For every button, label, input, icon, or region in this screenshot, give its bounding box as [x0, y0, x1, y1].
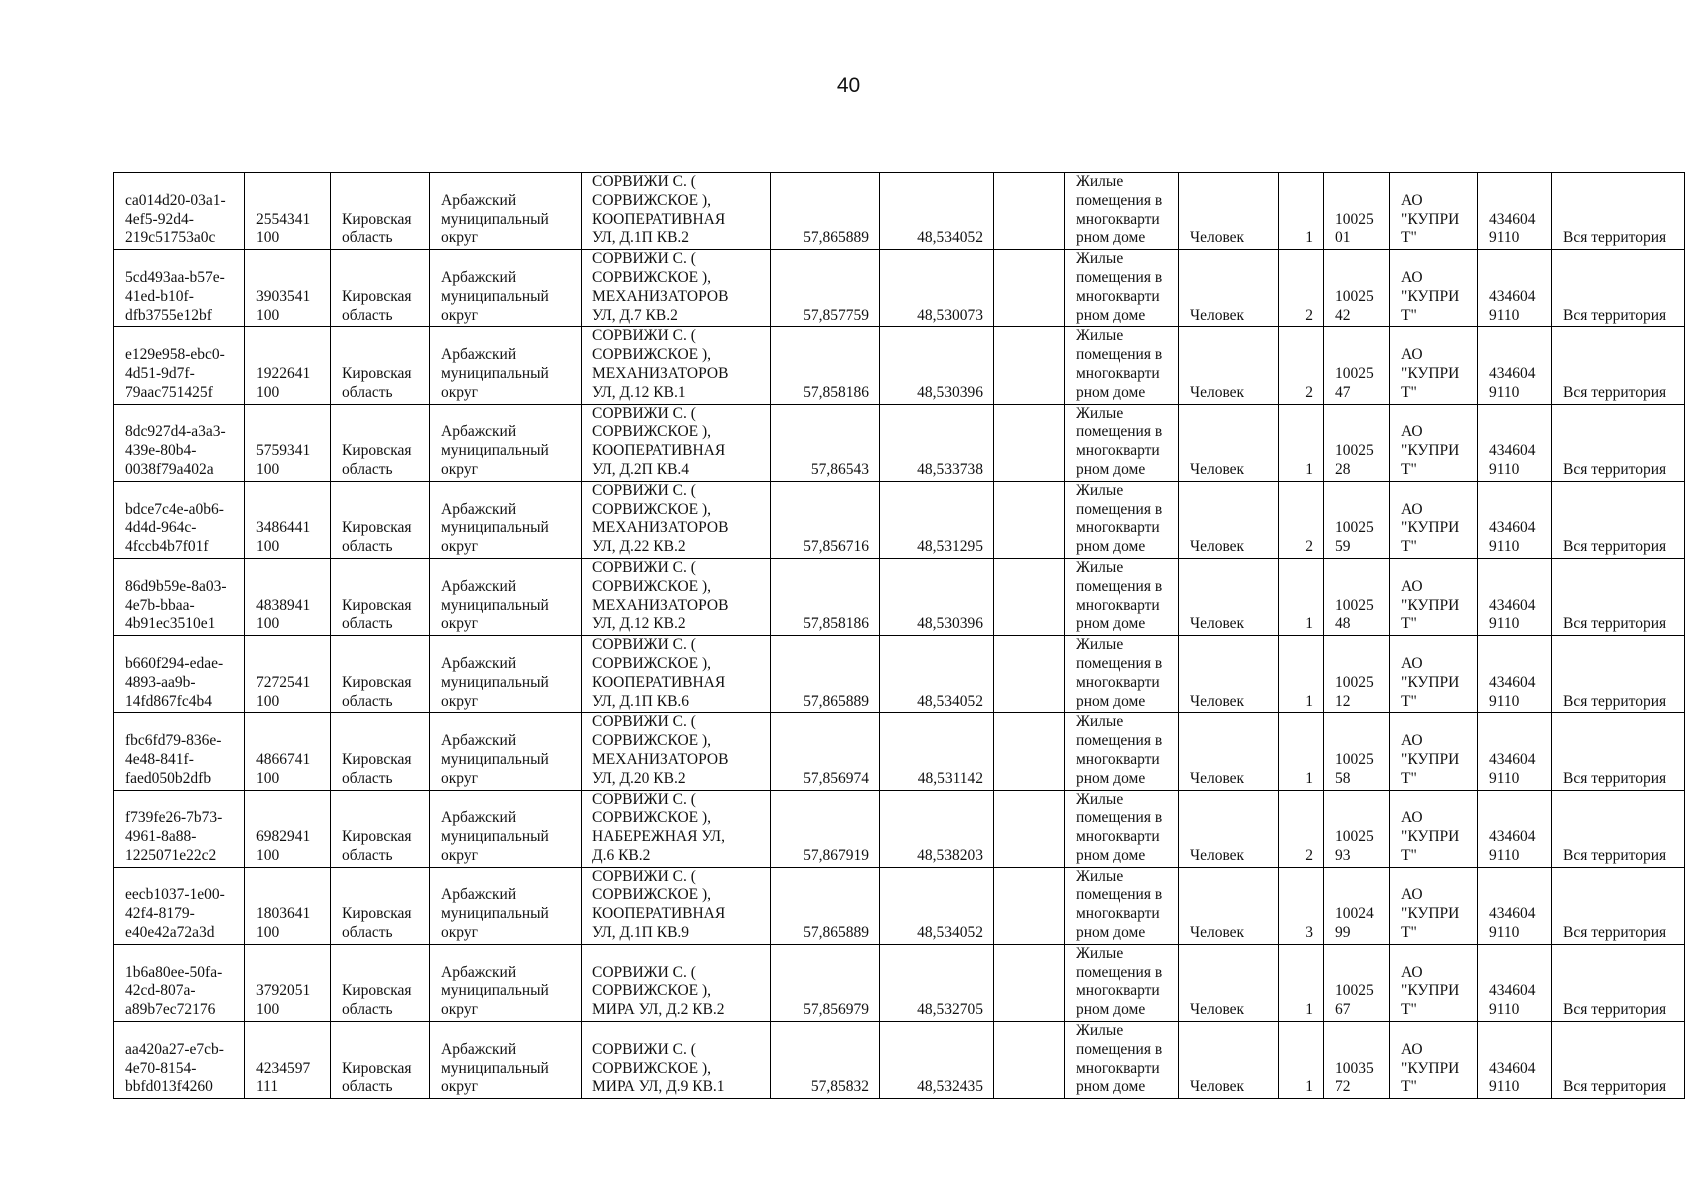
inn-cell: 434604 9110: [1478, 250, 1552, 327]
latitude-cell: 57,867919: [771, 790, 880, 867]
quantity-cell: 1: [1279, 173, 1324, 250]
organization-cell: АО "КУПРИ Т": [1390, 867, 1478, 944]
table-row: [114, 481, 1685, 558]
record-id-cell: f739fe26-7b73- 4961-8a88- 1225071e22c2: [114, 790, 245, 867]
region-cell: Кировская область: [331, 173, 430, 250]
territory-cell: Вся территория: [1552, 173, 1685, 250]
longitude-cell: 48,534052: [880, 636, 994, 713]
empty-cell: [994, 867, 1065, 944]
region-cell: Кировская область: [331, 558, 430, 635]
address-cell: СОРВИЖИ С. ( СОРВИЖСКОЕ ), КООПЕРАТИВНАЯ УЛ, Д.1П КВ.6: [582, 636, 771, 713]
district-cell: Арбажский муниципальный округ: [430, 636, 582, 713]
organization-cell: АО "КУПРИ Т": [1390, 713, 1478, 790]
empty-cell: [994, 327, 1065, 404]
reference-cell: 10025 48: [1324, 558, 1390, 635]
quantity-cell: 2: [1279, 250, 1324, 327]
territory-cell: Вся территория: [1552, 713, 1685, 790]
region-cell: Кировская область: [331, 1022, 430, 1099]
empty-cell: [994, 713, 1065, 790]
empty-cell: [994, 636, 1065, 713]
territory-cell: Вся территория: [1552, 404, 1685, 481]
empty-cell: [994, 173, 1065, 250]
unit-cell: Человек: [1179, 404, 1279, 481]
reference-cell: 10024 99: [1324, 867, 1390, 944]
territory-cell: Вся территория: [1552, 867, 1685, 944]
inn-cell: 434604 9110: [1478, 173, 1552, 250]
premises-type-cell: Жилые помещения в многокварти рном доме: [1065, 636, 1179, 713]
quantity-cell: 2: [1279, 481, 1324, 558]
table-row: [114, 867, 1685, 944]
empty-cell: [994, 558, 1065, 635]
inn-cell: 434604 9110: [1478, 790, 1552, 867]
unit-cell: Человек: [1179, 867, 1279, 944]
inn-cell: 434604 9110: [1478, 713, 1552, 790]
premises-type-cell: Жилые помещения в многокварти рном доме: [1065, 944, 1179, 1021]
region-cell: Кировская область: [331, 636, 430, 713]
record-id-cell: aa420a27-e7cb- 4e70-8154- bbfd013f4260: [114, 1022, 245, 1099]
district-cell: Арбажский муниципальный округ: [430, 867, 582, 944]
premises-type-cell: Жилые помещения в многокварти рном доме: [1065, 558, 1179, 635]
quantity-cell: 2: [1279, 790, 1324, 867]
quantity-cell: 1: [1279, 713, 1324, 790]
reference-cell: 10025 93: [1324, 790, 1390, 867]
territory-cell: Вся территория: [1552, 250, 1685, 327]
address-cell: СОРВИЖИ С. ( СОРВИЖСКОЕ ), МЕХАНИЗАТОРОВ УЛ, Д.22 КВ.2: [582, 481, 771, 558]
address-cell: СОРВИЖИ С. ( СОРВИЖСКОЕ ), МЕХАНИЗАТОРОВ УЛ, Д.20 КВ.2: [582, 713, 771, 790]
latitude-cell: 57,856716: [771, 481, 880, 558]
quantity-cell: 1: [1279, 944, 1324, 1021]
unit-cell: Человек: [1179, 1022, 1279, 1099]
organization-cell: АО "КУПРИ Т": [1390, 558, 1478, 635]
latitude-cell: 57,86543: [771, 404, 880, 481]
address-cell: СОРВИЖИ С. ( СОРВИЖСКОЕ ), МИРА УЛ, Д.2 КВ.2: [582, 944, 771, 1021]
reference-cell: 10025 28: [1324, 404, 1390, 481]
district-cell: Арбажский муниципальный округ: [430, 173, 582, 250]
inn-cell: 434604 9110: [1478, 944, 1552, 1021]
address-cell: СОРВИЖИ С. ( СОРВИЖСКОЕ ), МЕХАНИЗАТОРОВ УЛ, Д.12 КВ.2: [582, 558, 771, 635]
longitude-cell: 48,530396: [880, 558, 994, 635]
empty-cell: [994, 481, 1065, 558]
region-cell: Кировская область: [331, 713, 430, 790]
unit-cell: Человек: [1179, 944, 1279, 1021]
code-cell: 4234597 111: [245, 1022, 331, 1099]
unit-cell: Человек: [1179, 250, 1279, 327]
region-cell: Кировская область: [331, 250, 430, 327]
organization-cell: АО "КУПРИ Т": [1390, 327, 1478, 404]
longitude-cell: 48,534052: [880, 867, 994, 944]
quantity-cell: 1: [1279, 636, 1324, 713]
region-cell: Кировская область: [331, 404, 430, 481]
reference-cell: 10025 58: [1324, 713, 1390, 790]
quantity-cell: 3: [1279, 867, 1324, 944]
district-cell: Арбажский муниципальный округ: [430, 944, 582, 1021]
district-cell: Арбажский муниципальный округ: [430, 404, 582, 481]
latitude-cell: 57,858186: [771, 558, 880, 635]
inn-cell: 434604 9110: [1478, 867, 1552, 944]
record-id-cell: 5cd493aa-b57e- 41ed-b10f- dfb3755e12bf: [114, 250, 245, 327]
address-cell: СОРВИЖИ С. ( СОРВИЖСКОЕ ), МИРА УЛ, Д.9 КВ.1: [582, 1022, 771, 1099]
territory-cell: Вся территория: [1552, 790, 1685, 867]
district-cell: Арбажский муниципальный округ: [430, 558, 582, 635]
unit-cell: Человек: [1179, 173, 1279, 250]
table-row: [114, 173, 1685, 250]
registry-table-body: [114, 173, 1685, 1099]
quantity-cell: 2: [1279, 327, 1324, 404]
table-row: [114, 1022, 1685, 1099]
territory-cell: Вся территория: [1552, 481, 1685, 558]
address-cell: СОРВИЖИ С. ( СОРВИЖСКОЕ ), КООПЕРАТИВНАЯ УЛ, Д.2П КВ.4: [582, 404, 771, 481]
address-cell: СОРВИЖИ С. ( СОРВИЖСКОЕ ), МЕХАНИЗАТОРОВ УЛ, Д.7 КВ.2: [582, 250, 771, 327]
territory-cell: Вся территория: [1552, 1022, 1685, 1099]
code-cell: 7272541 100: [245, 636, 331, 713]
latitude-cell: 57,857759: [771, 250, 880, 327]
organization-cell: АО "КУПРИ Т": [1390, 636, 1478, 713]
region-cell: Кировская область: [331, 867, 430, 944]
region-cell: Кировская область: [331, 790, 430, 867]
reference-cell: 10025 12: [1324, 636, 1390, 713]
longitude-cell: 48,532705: [880, 944, 994, 1021]
territory-cell: Вся территория: [1552, 636, 1685, 713]
organization-cell: АО "КУПРИ Т": [1390, 1022, 1478, 1099]
unit-cell: Человек: [1179, 790, 1279, 867]
address-cell: СОРВИЖИ С. ( СОРВИЖСКОЕ ), КООПЕРАТИВНАЯ УЛ, Д.1П КВ.2: [582, 173, 771, 250]
code-cell: 5759341 100: [245, 404, 331, 481]
reference-cell: 10025 47: [1324, 327, 1390, 404]
address-cell: СОРВИЖИ С. ( СОРВИЖСКОЕ ), КООПЕРАТИВНАЯ УЛ, Д.1П КВ.9: [582, 867, 771, 944]
inn-cell: 434604 9110: [1478, 1022, 1552, 1099]
reference-cell: 10035 72: [1324, 1022, 1390, 1099]
table-row: [114, 790, 1685, 867]
organization-cell: АО "КУПРИ Т": [1390, 250, 1478, 327]
latitude-cell: 57,865889: [771, 636, 880, 713]
record-id-cell: b660f294-edae- 4893-aa9b- 14fd867fc4b4: [114, 636, 245, 713]
organization-cell: АО "КУПРИ Т": [1390, 481, 1478, 558]
territory-cell: Вся территория: [1552, 558, 1685, 635]
district-cell: Арбажский муниципальный округ: [430, 713, 582, 790]
quantity-cell: 1: [1279, 1022, 1324, 1099]
record-id-cell: e129e958-ebc0- 4d51-9d7f- 79aac751425f: [114, 327, 245, 404]
district-cell: Арбажский муниципальный округ: [430, 790, 582, 867]
district-cell: Арбажский муниципальный округ: [430, 1022, 582, 1099]
premises-type-cell: Жилые помещения в многокварти рном доме: [1065, 790, 1179, 867]
record-id-cell: bdce7c4e-a0b6- 4d4d-964c- 4fccb4b7f01f: [114, 481, 245, 558]
reference-cell: 10025 59: [1324, 481, 1390, 558]
code-cell: 3486441 100: [245, 481, 331, 558]
record-id-cell: eecb1037-1e00- 42f4-8179- e40e42a72a3d: [114, 867, 245, 944]
inn-cell: 434604 9110: [1478, 327, 1552, 404]
code-cell: 4866741 100: [245, 713, 331, 790]
registry-table: [113, 172, 1685, 1099]
table-row: [114, 327, 1685, 404]
record-id-cell: 1b6a80ee-50fa- 42cd-807a- a89b7ec72176: [114, 944, 245, 1021]
premises-type-cell: Жилые помещения в многокварти рном доме: [1065, 250, 1179, 327]
organization-cell: АО "КУПРИ Т": [1390, 404, 1478, 481]
premises-type-cell: Жилые помещения в многокварти рном доме: [1065, 1022, 1179, 1099]
code-cell: 3903541 100: [245, 250, 331, 327]
quantity-cell: 1: [1279, 404, 1324, 481]
territory-cell: Вся территория: [1552, 327, 1685, 404]
latitude-cell: 57,856974: [771, 713, 880, 790]
latitude-cell: 57,865889: [771, 173, 880, 250]
organization-cell: АО "КУПРИ Т": [1390, 173, 1478, 250]
region-cell: Кировская область: [331, 327, 430, 404]
address-cell: СОРВИЖИ С. ( СОРВИЖСКОЕ ), НАБЕРЕЖНАЯ УЛ, Д.6 КВ.2: [582, 790, 771, 867]
record-id-cell: fbc6fd79-836e- 4e48-841f- faed050b2dfb: [114, 713, 245, 790]
region-cell: Кировская область: [331, 481, 430, 558]
latitude-cell: 57,858186: [771, 327, 880, 404]
quantity-cell: 1: [1279, 558, 1324, 635]
longitude-cell: 48,531142: [880, 713, 994, 790]
region-cell: Кировская область: [331, 944, 430, 1021]
longitude-cell: 48,530073: [880, 250, 994, 327]
code-cell: 4838941 100: [245, 558, 331, 635]
premises-type-cell: Жилые помещения в многокварти рном доме: [1065, 481, 1179, 558]
inn-cell: 434604 9110: [1478, 481, 1552, 558]
premises-type-cell: Жилые помещения в многокварти рном доме: [1065, 404, 1179, 481]
district-cell: Арбажский муниципальный округ: [430, 250, 582, 327]
longitude-cell: 48,530396: [880, 327, 994, 404]
table-row: [114, 404, 1685, 481]
record-id-cell: ca014d20-03a1- 4ef5-92d4- 219c51753a0c: [114, 173, 245, 250]
inn-cell: 434604 9110: [1478, 558, 1552, 635]
table-row: [114, 713, 1685, 790]
table-row: [114, 944, 1685, 1021]
longitude-cell: 48,538203: [880, 790, 994, 867]
record-id-cell: 86d9b59e-8a03- 4e7b-bbaa- 4b91ec3510e1: [114, 558, 245, 635]
record-id-cell: 8dc927d4-a3a3- 439e-80b4- 0038f79a402a: [114, 404, 245, 481]
organization-cell: АО "КУПРИ Т": [1390, 790, 1478, 867]
inn-cell: 434604 9110: [1478, 404, 1552, 481]
longitude-cell: 48,533738: [880, 404, 994, 481]
unit-cell: Человек: [1179, 327, 1279, 404]
empty-cell: [994, 944, 1065, 1021]
longitude-cell: 48,534052: [880, 173, 994, 250]
reference-cell: 10025 01: [1324, 173, 1390, 250]
organization-cell: АО "КУПРИ Т": [1390, 944, 1478, 1021]
longitude-cell: 48,532435: [880, 1022, 994, 1099]
empty-cell: [994, 250, 1065, 327]
unit-cell: Человек: [1179, 636, 1279, 713]
address-cell: СОРВИЖИ С. ( СОРВИЖСКОЕ ), МЕХАНИЗАТОРОВ УЛ, Д.12 КВ.1: [582, 327, 771, 404]
code-cell: 3792051 100: [245, 944, 331, 1021]
latitude-cell: 57,856979: [771, 944, 880, 1021]
premises-type-cell: Жилые помещения в многокварти рном доме: [1065, 867, 1179, 944]
page-number: 40: [836, 74, 861, 97]
district-cell: Арбажский муниципальный округ: [430, 481, 582, 558]
table-row: [114, 250, 1685, 327]
empty-cell: [994, 790, 1065, 867]
district-cell: Арбажский муниципальный округ: [430, 327, 582, 404]
empty-cell: [994, 1022, 1065, 1099]
code-cell: 2554341 100: [245, 173, 331, 250]
unit-cell: Человек: [1179, 558, 1279, 635]
code-cell: 1922641 100: [245, 327, 331, 404]
latitude-cell: 57,85832: [771, 1022, 880, 1099]
table-row: [114, 636, 1685, 713]
premises-type-cell: Жилые помещения в многокварти рном доме: [1065, 713, 1179, 790]
reference-cell: 10025 67: [1324, 944, 1390, 1021]
inn-cell: 434604 9110: [1478, 636, 1552, 713]
premises-type-cell: Жилые помещения в многокварти рном доме: [1065, 173, 1179, 250]
code-cell: 6982941 100: [245, 790, 331, 867]
code-cell: 1803641 100: [245, 867, 331, 944]
unit-cell: Человек: [1179, 713, 1279, 790]
latitude-cell: 57,865889: [771, 867, 880, 944]
empty-cell: [994, 404, 1065, 481]
unit-cell: Человек: [1179, 481, 1279, 558]
table-row: [114, 558, 1685, 635]
longitude-cell: 48,531295: [880, 481, 994, 558]
reference-cell: 10025 42: [1324, 250, 1390, 327]
premises-type-cell: Жилые помещения в многокварти рном доме: [1065, 327, 1179, 404]
territory-cell: Вся территория: [1552, 944, 1685, 1021]
